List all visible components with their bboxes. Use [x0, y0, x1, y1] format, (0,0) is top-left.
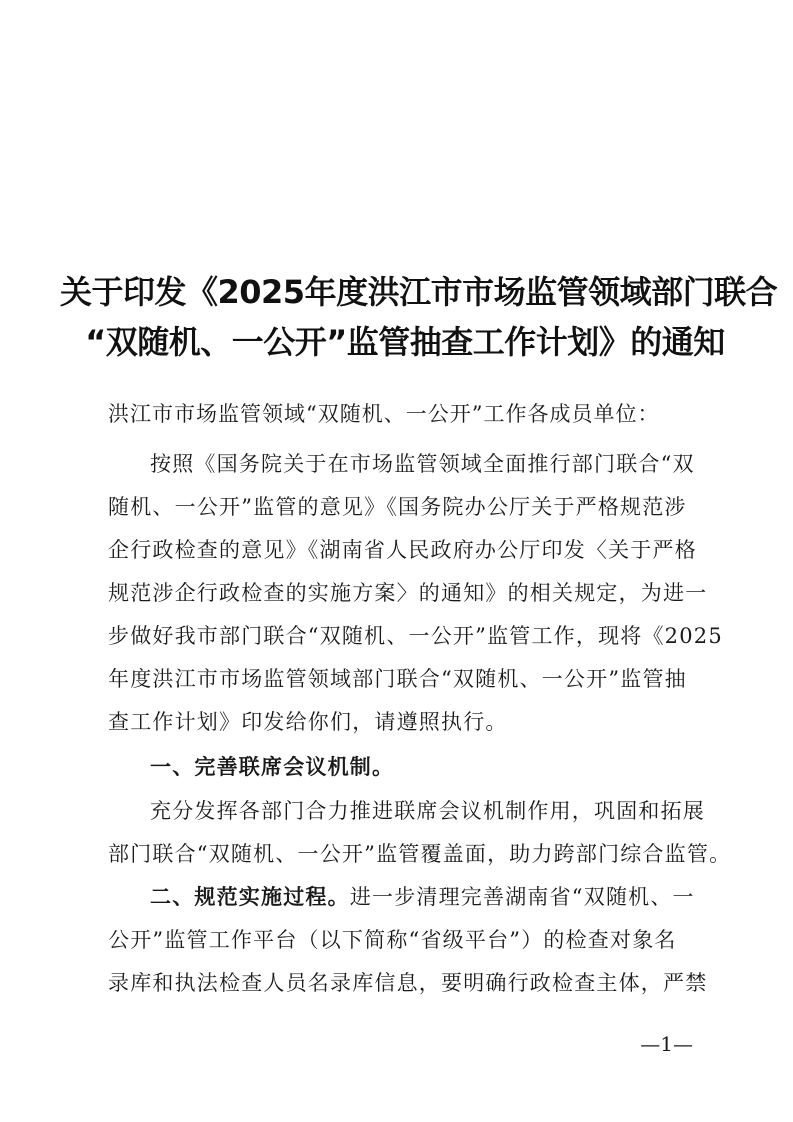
section-2-line-2: 公开”监管工作平台（以下简称“省级平台”）的检查对象名 [108, 928, 677, 952]
section-2-first-line-text: 进一步清理完善湖南省“双随机、一 [349, 885, 695, 909]
section-1-heading: 一、完善联席会议机制。 [150, 755, 395, 779]
paragraph-1-line-3: 企行政检查的意见》《湖南省人民政府办公厅印发〈关于严格 [108, 538, 697, 562]
section-1-line-2: 部门联合“双随机、一公开”监管覆盖面，助力跨部门综合监管。 [108, 842, 732, 866]
paragraph-1-line-5: 步做好我市部门联合“双随机、一公开”监管工作，现将《2025 [108, 624, 723, 648]
paragraph-1-line-4: 规范涉企行政检查的实施方案〉的通知》的相关规定，为进一 [108, 581, 708, 605]
section-2-heading: 二、规范实施过程。 [150, 885, 350, 909]
paragraph-1-line-2: 随机、一公开”监管的意见》《国务院办公厅关于严格规范涉 [108, 495, 687, 519]
section-2-first-line [150, 883, 695, 911]
paragraph-1-line-6: 年度洪江市市场监管领域部门联合“双随机、一公开”监管抽 [108, 667, 687, 691]
document-title-line-2: “双随机、一公开”监管抽查工作计划》的通知 [85, 323, 725, 361]
page-number: —1— [640, 1032, 693, 1056]
document-title-line-1: 关于印发《2025年度洪江市市场监管领域部门联合 [60, 273, 778, 311]
section-2-line-3: 录库和执法检查人员名录库信息，要明确行政检查主体，严禁 [108, 971, 708, 995]
paragraph-1-line-7: 查工作计划》印发给你们，请遵照执行。 [108, 710, 508, 734]
section-1-line-1: 充分发挥各部门合力推进联席会议机制作用，巩固和拓展 [150, 799, 705, 823]
paragraph-1-line-1: 按照《国务院关于在市场监管领域全面推行部门联合“双 [150, 452, 695, 476]
salutation: 洪江市市场监管领域“双随机、一公开”工作各成员单位： [108, 402, 660, 426]
